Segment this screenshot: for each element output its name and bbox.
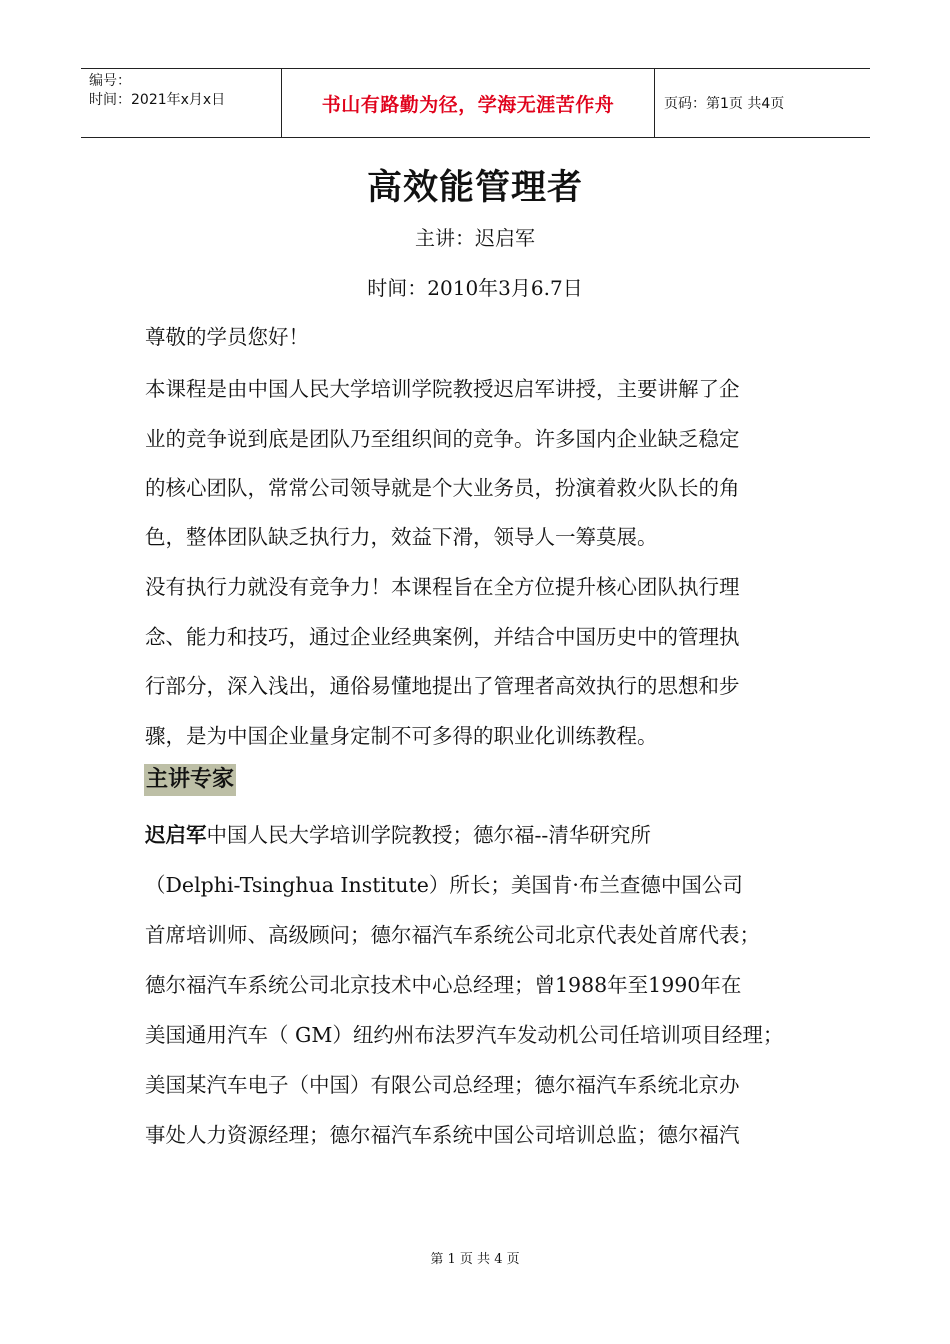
expert-intro-line: [145, 818, 651, 848]
section-heading-expert: 主讲专家: [144, 764, 236, 796]
intro-line: 色，整体团队缺乏执行力，效益下滑，领导人一筹莫展。: [145, 525, 658, 549]
expert-line: 德尔福汽车系统公司北京技术中心总经理；曾1988年至1990年在: [145, 973, 742, 997]
header-time-label: 时间：2021年x月x日: [89, 92, 226, 108]
date-line: 时间：2010年3月6.7日: [367, 276, 583, 300]
document-header-table: [81, 68, 870, 138]
greeting: 尊敬的学员您好！: [145, 325, 309, 349]
expert-line: 事处人力资源经理；德尔福汽车系统中国公司培训总监；德尔福汽: [145, 1123, 740, 1147]
intro-line: 行部分，深入浅出，通俗易懂地提出了管理者高效执行的思想和步: [145, 674, 740, 698]
intro-line: 没有执行力就没有竞争力！本课程旨在全方位提升核心团队执行理: [145, 575, 740, 599]
intro-line: 本课程是由中国人民大学培训学院教授迟启军讲授，主要讲解了企: [145, 377, 740, 401]
expert-line: 中国人民大学培训学院教授；德尔福--清华研究所: [206, 823, 651, 847]
header-number-label: 编号：: [89, 73, 131, 89]
expert-name: 迟启军: [145, 823, 207, 847]
intro-line: 念、能力和技巧，通过企业经典案例，并结合中国历史中的管理执: [145, 625, 740, 649]
header-motto: 书山有路勤为径，学海无涯苦作舟: [282, 69, 655, 137]
header-page-label: 页码：第1页 共4页: [664, 96, 785, 112]
intro-line: 的核心团队，常常公司领导就是个大业务员，扮演着救火队长的角: [145, 476, 740, 500]
intro-line: 业的竞争说到底是团队乃至组织间的竞争。许多国内企业缺乏稳定: [145, 427, 740, 451]
lecturer-line: 主讲：迟启军: [415, 226, 535, 250]
header-meta-cell: [81, 69, 282, 137]
expert-line: 首席培训师、高级顾问；德尔福汽车系统公司北京代表处首席代表；: [145, 923, 760, 947]
intro-line: 骤，是为中国企业量身定制不可多得的职业化训练教程。: [145, 724, 658, 748]
document-title: 高效能管理者: [366, 168, 583, 208]
expert-line: 美国某汽车电子（中国）有限公司总经理；德尔福汽车系统北京办: [145, 1073, 740, 1097]
expert-line: （Delphi-Tsinghua Institute）所长；美国肯·布兰查德中国公司: [145, 873, 743, 897]
expert-line: 美国通用汽车（ GM）纽约州布法罗汽车发动机公司任培训项目经理；: [145, 1023, 784, 1047]
page-footer: 第 1 页 共 4 页: [430, 1252, 520, 1267]
